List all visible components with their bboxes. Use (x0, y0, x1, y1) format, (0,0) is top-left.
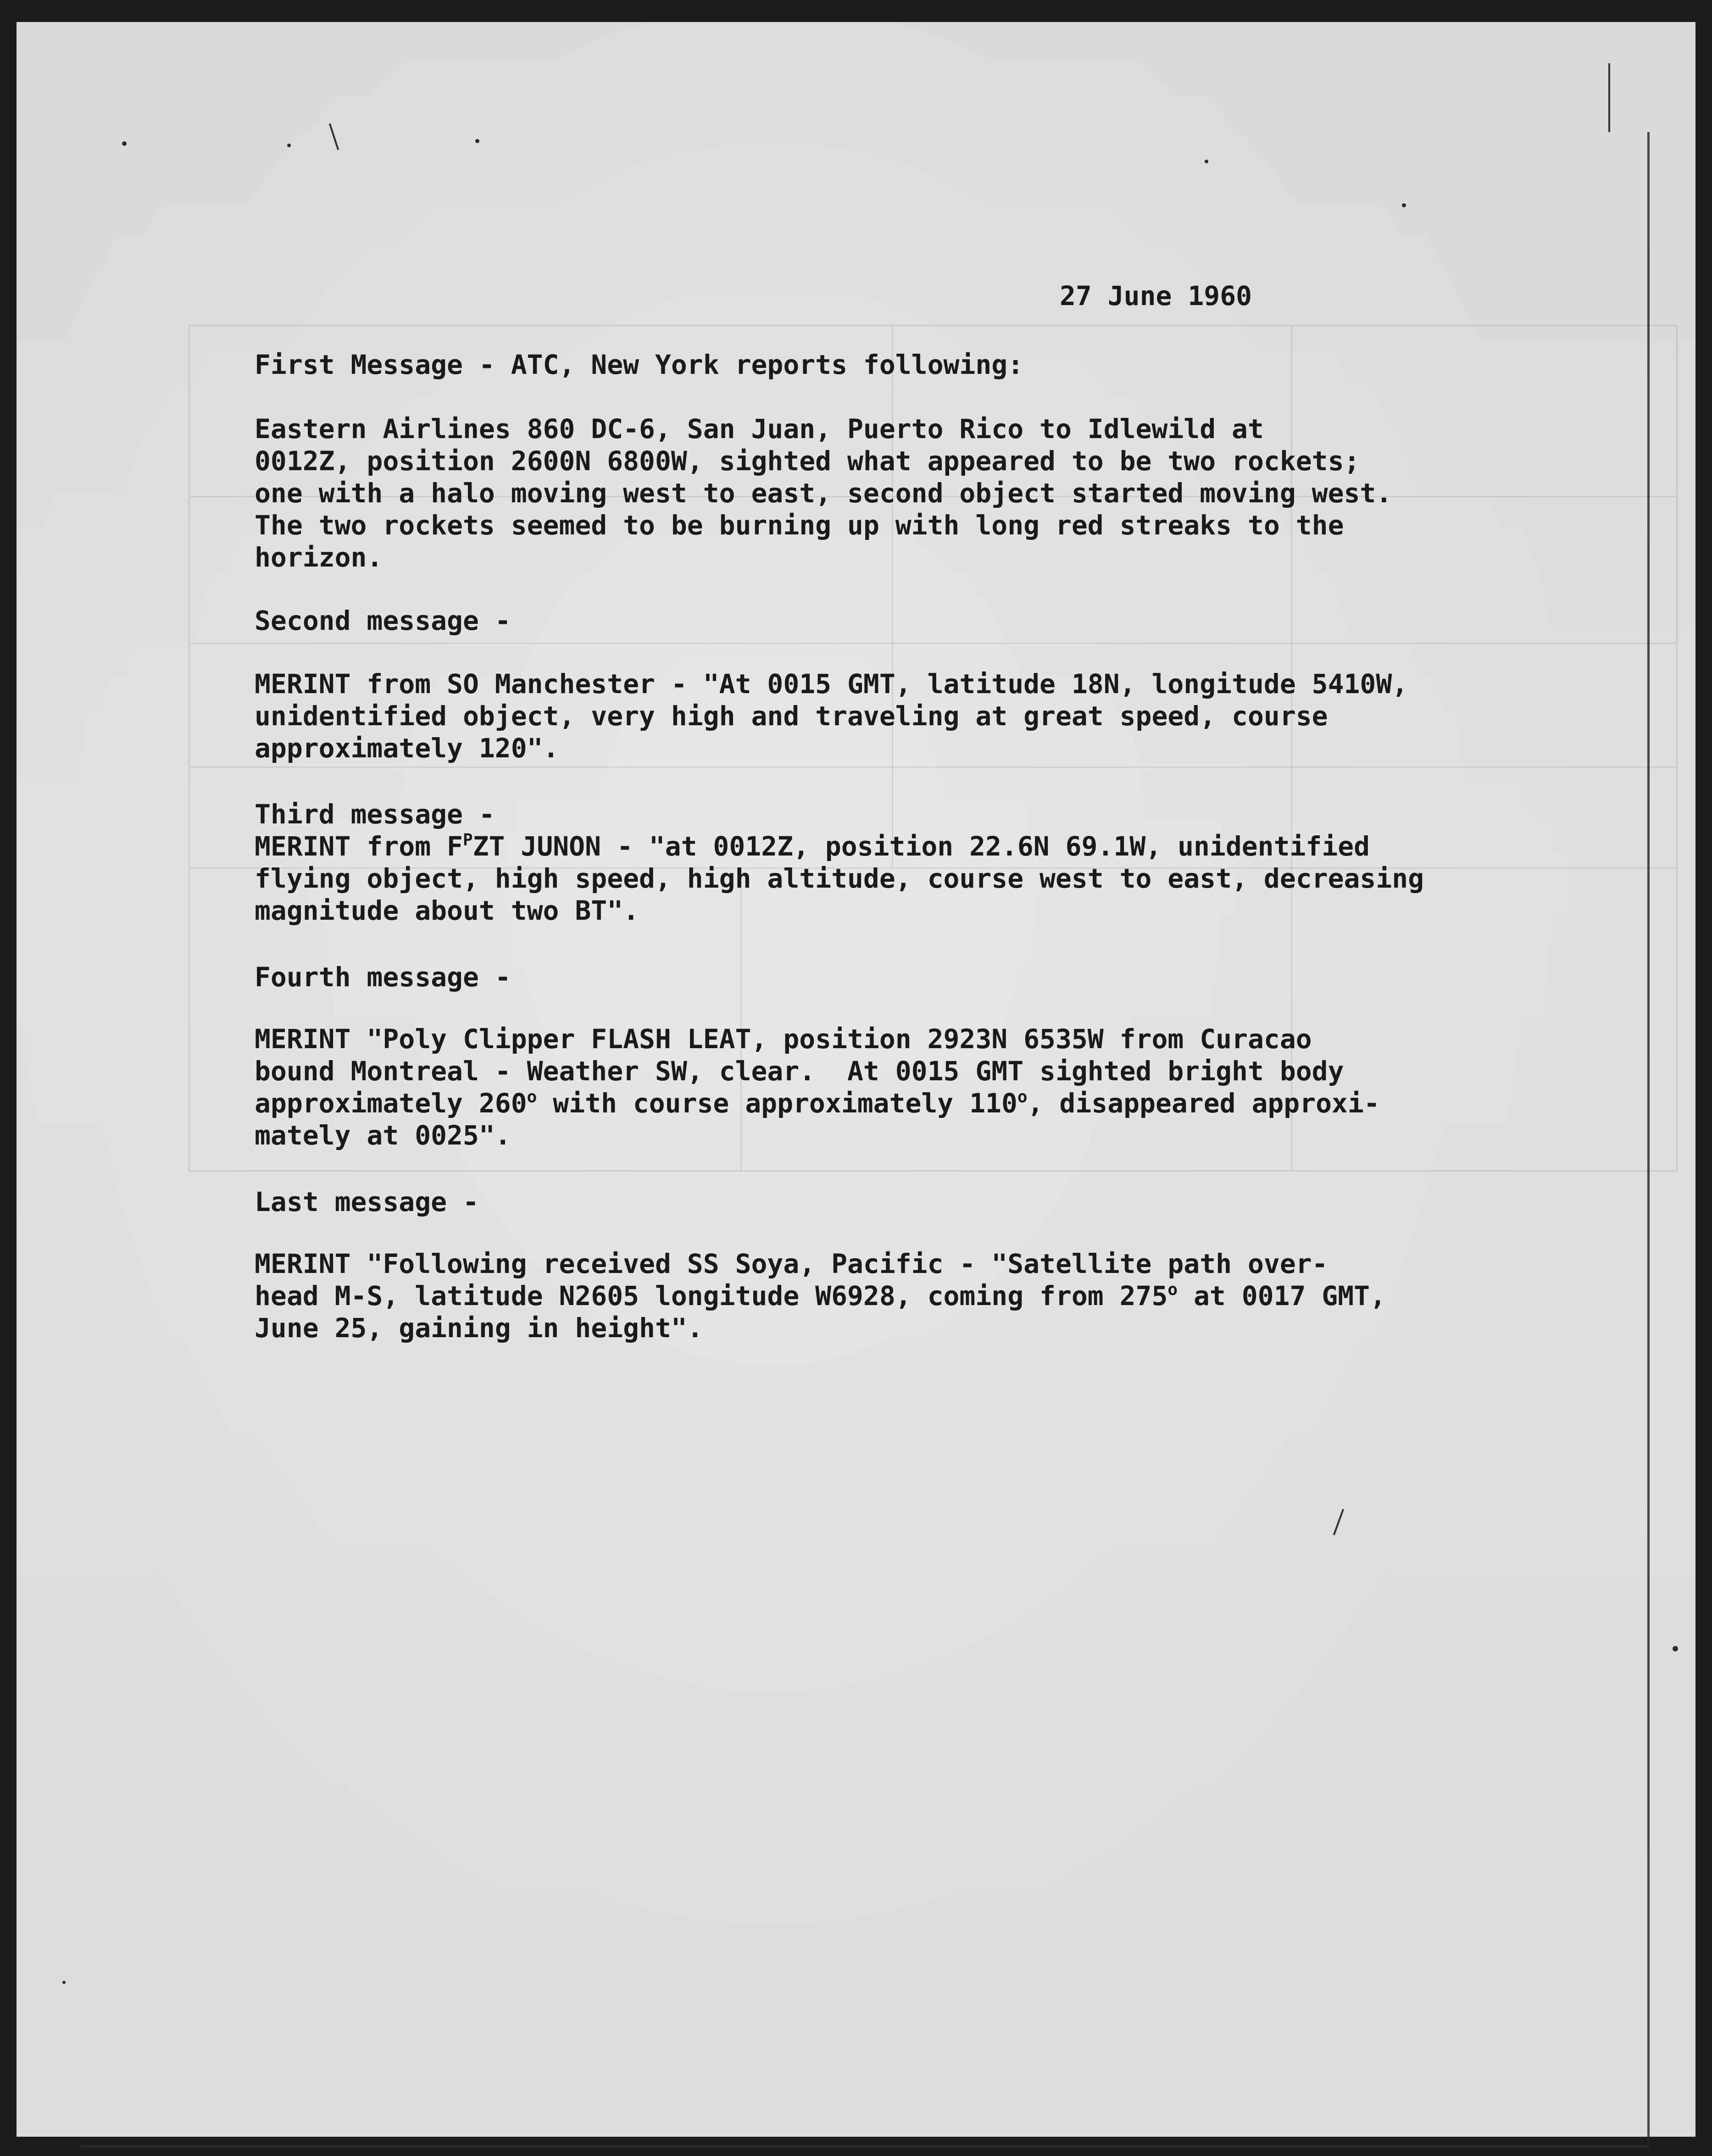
text-segment: head M-S, latitude N2605 longitude W6928, coming from 275 (255, 1280, 1168, 1311)
text-line: bound Montreal - Weather SW, clear. At 0015 GMT sighted bright body (255, 1056, 1344, 1087)
text-line: June 25, gaining in height". (255, 1312, 703, 1344)
text-line: 0012Z, position 2600N 6800W, sighted what appeared to be two rockets; (255, 445, 1360, 477)
text-line: horizon. (255, 542, 383, 573)
first-message-body (255, 413, 1585, 573)
text-line: one with a halo moving west to east, second object started moving west. (255, 478, 1392, 509)
degree-symbol: o (1017, 1088, 1028, 1106)
text-line: approximately 120". (255, 733, 559, 764)
text-line: MERINT from SO Manchester - "At 0015 GMT, latitude 18N, longitude 5410W, (255, 668, 1408, 700)
text-segment: , disappeared approxi- (1027, 1088, 1380, 1119)
text-line: unidentified object, very high and traveling at great speed, course (255, 700, 1328, 732)
text-segment: ZT JUNON - "at 0012Z, position 22.6N 69.1W, unidentified (472, 831, 1370, 862)
text-line (255, 1087, 1585, 1119)
text-line: Eastern Airlines 860 DC-6, San Juan, Puerto Rico to Idlewild at (255, 413, 1264, 445)
text-line: MERINT "Poly Clipper FLASH LEAT, position 2923N 6535W from Curacao (255, 1023, 1312, 1055)
third-message (255, 798, 1585, 927)
fourth-message (255, 961, 1585, 993)
first-message-heading: First Message - ATC, New York reports following: (255, 349, 1024, 380)
text-segment: at 0017 GMT, (1178, 1280, 1386, 1311)
document-date: 27 June 1960 (1060, 280, 1252, 311)
last-message (255, 1186, 1585, 1218)
last-message-body (255, 1248, 1585, 1344)
last-message-heading: Last message - (255, 1186, 479, 1217)
second-message-heading: Second message - (255, 605, 511, 636)
third-message-heading: Third message - (255, 799, 495, 830)
text-line: magnitude about two BT". (255, 895, 639, 926)
text-segment: with course approximately 110 (537, 1088, 1017, 1119)
text-segment: MERINT from F (255, 831, 463, 862)
text-line: flying object, high speed, high altitude, course west to east, decreasing (255, 863, 1424, 894)
text-line: MERINT "Following received SS Soya, Pacific - "Satellite path over- (255, 1248, 1328, 1279)
superscript: P (462, 831, 473, 850)
second-message (255, 605, 1585, 637)
text-line: mately at 0025". (255, 1120, 511, 1151)
text-line: The two rockets seemed to be burning up with long red streaks to the (255, 510, 1344, 541)
text-line (255, 830, 1585, 862)
degree-symbol: o (1167, 1280, 1178, 1299)
fourth-message-heading: Fourth message - (255, 961, 511, 993)
text-segment: approximately 260 (255, 1088, 527, 1119)
text-line (255, 1280, 1585, 1312)
degree-symbol: o (527, 1088, 537, 1106)
second-message-body (255, 668, 1585, 764)
fourth-message-body (255, 1023, 1585, 1151)
first-message (255, 349, 1585, 381)
